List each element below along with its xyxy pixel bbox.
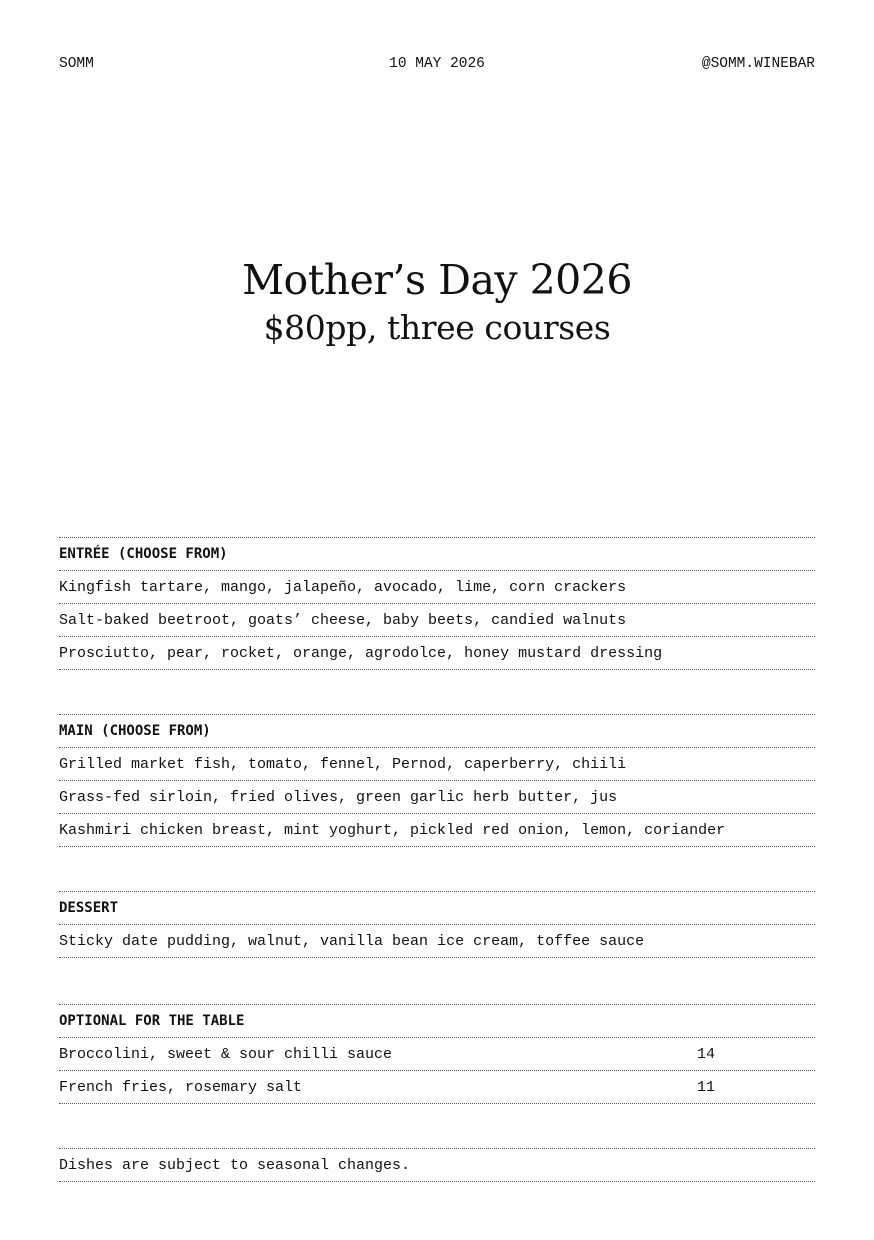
menu-item: Grilled market fish, tomato, fennel, Pernod, caperberry, chiili [59, 747, 815, 780]
page-title: Mother’s Day 2026 [242, 256, 632, 304]
venue-name: SOMM [59, 56, 94, 72]
footer-section [59, 1148, 815, 1182]
menu-item: Prosciutto, pear, rocket, orange, agrodolce, honey mustard dressing [59, 636, 815, 670]
optional-item-price: 14 [697, 1045, 716, 1063]
optional-section [59, 1004, 815, 1104]
section-heading-dessert: DESSERT [59, 891, 815, 924]
section-heading-entree: ENTRÉE (CHOOSE FROM) [59, 537, 815, 570]
title-block [0, 254, 874, 350]
section-heading-main: MAIN (CHOOSE FROM) [59, 714, 815, 747]
menu-item: Salt-baked beetroot, goats’ cheese, baby beets, candied walnuts [59, 603, 815, 636]
menu-item: Sticky date pudding, walnut, vanilla bean ice cream, toffee sauce [59, 924, 815, 958]
main-section [59, 714, 815, 847]
menu-item: Kingfish tartare, mango, jalapeño, avocado, lime, corn crackers [59, 570, 815, 603]
footer-note: Dishes are subject to seasonal changes. [59, 1148, 815, 1182]
menu-item: Grass-fed sirloin, fried olives, green garlic herb butter, jus [59, 780, 815, 813]
dessert-section [59, 891, 815, 958]
optional-item [59, 1037, 815, 1070]
section-heading-optional: OPTIONAL FOR THE TABLE [59, 1004, 815, 1037]
menu-item: Kashmiri chicken breast, mint yoghurt, pickled red onion, lemon, coriander [59, 813, 815, 847]
social-handle: @SOMM.WINEBAR [701, 56, 815, 72]
entree-section [59, 537, 815, 670]
page-subtitle: $80pp, three courses [263, 308, 611, 347]
page-header [59, 56, 815, 76]
optional-item-name: Broccolini, sweet & sour chilli sauce [59, 1045, 393, 1063]
optional-item-name: French fries, rosemary salt [59, 1078, 303, 1096]
optional-item [59, 1070, 815, 1104]
menu-date: 10 MAY 2026 [389, 56, 485, 72]
optional-item-price: 11 [697, 1078, 716, 1096]
